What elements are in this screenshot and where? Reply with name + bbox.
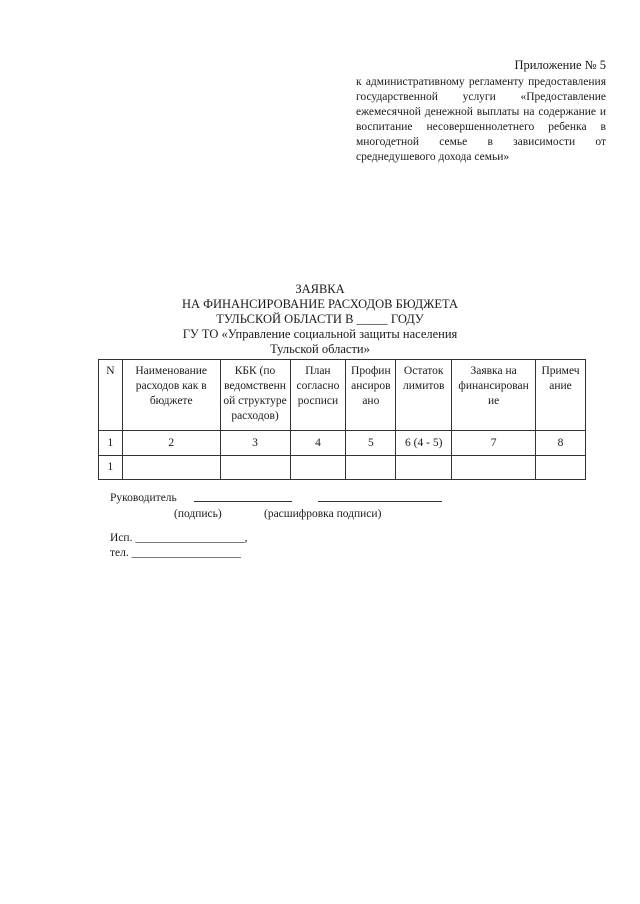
header-cell-financed: Профин ансиров ано xyxy=(346,360,396,431)
data-cell xyxy=(452,456,536,480)
signature-line xyxy=(194,491,292,502)
header-cell-note: Примеч ание xyxy=(536,360,586,431)
document-heading xyxy=(150,282,490,357)
name-decode-line xyxy=(318,491,442,502)
appendix-block xyxy=(356,58,606,165)
decode-caption: (расшифровка подписи) xyxy=(264,508,382,520)
data-cell xyxy=(396,456,452,480)
table-header-row xyxy=(99,360,586,431)
number-cell: 1 xyxy=(99,431,123,456)
number-cell: 8 xyxy=(536,431,586,456)
header-cell-remaining: Остаток лимитов xyxy=(396,360,452,431)
header-cell-kbk: КБК (по ведомственн ой структуре расходов) xyxy=(220,360,290,431)
data-cell xyxy=(346,456,396,480)
data-cell xyxy=(122,456,220,480)
header-cell-name: Наименование расходов как в бюджете xyxy=(122,360,220,431)
head-label: Руководитель xyxy=(110,492,177,504)
signature-caption: (подпись) xyxy=(174,508,222,520)
executor-line: Исп. ___________________, xyxy=(110,532,248,544)
data-cell: 1 xyxy=(99,456,123,480)
heading-line-5: Тульской области» xyxy=(270,342,370,356)
heading-line-3: ТУЛЬСКОЙ ОБЛАСТИ В _____ ГОДУ xyxy=(216,312,424,326)
number-cell: 4 xyxy=(290,431,346,456)
signature-block xyxy=(110,491,470,523)
number-cell: 5 xyxy=(346,431,396,456)
number-cell: 7 xyxy=(452,431,536,456)
appendix-title: Приложение № 5 xyxy=(514,58,606,72)
header-cell-request: Заявка на финансирован ие xyxy=(452,360,536,431)
heading-line-2: НА ФИНАНСИРОВАНИЕ РАСХОДОВ БЮДЖЕТА xyxy=(181,297,459,311)
header-cell-plan: План согласно росписи xyxy=(290,360,346,431)
data-cell xyxy=(220,456,290,480)
data-cell xyxy=(290,456,346,480)
executor-block xyxy=(110,531,310,561)
table-row xyxy=(99,456,586,480)
phone-line: тел. ___________________ xyxy=(110,547,241,559)
appendix-body: к административному регламенту предоставления государственной услуги «Предоставление ежемесячной денежной выплаты на содержание и воспитание несовершеннолетнего ребенка в многодетной семье в зависимости от среднедушевого дохода семьи» xyxy=(356,76,606,163)
heading-line-1: ЗАЯВКА xyxy=(295,282,345,296)
number-cell: 6 (4 - 5) xyxy=(396,431,452,456)
request-table xyxy=(98,359,586,480)
number-cell: 2 xyxy=(122,431,220,456)
table-row xyxy=(99,431,586,456)
data-cell xyxy=(536,456,586,480)
heading-line-4: ГУ ТО «Управление социальной защиты населения xyxy=(182,327,458,341)
header-cell-n: N xyxy=(99,360,123,431)
number-cell: 3 xyxy=(220,431,290,456)
